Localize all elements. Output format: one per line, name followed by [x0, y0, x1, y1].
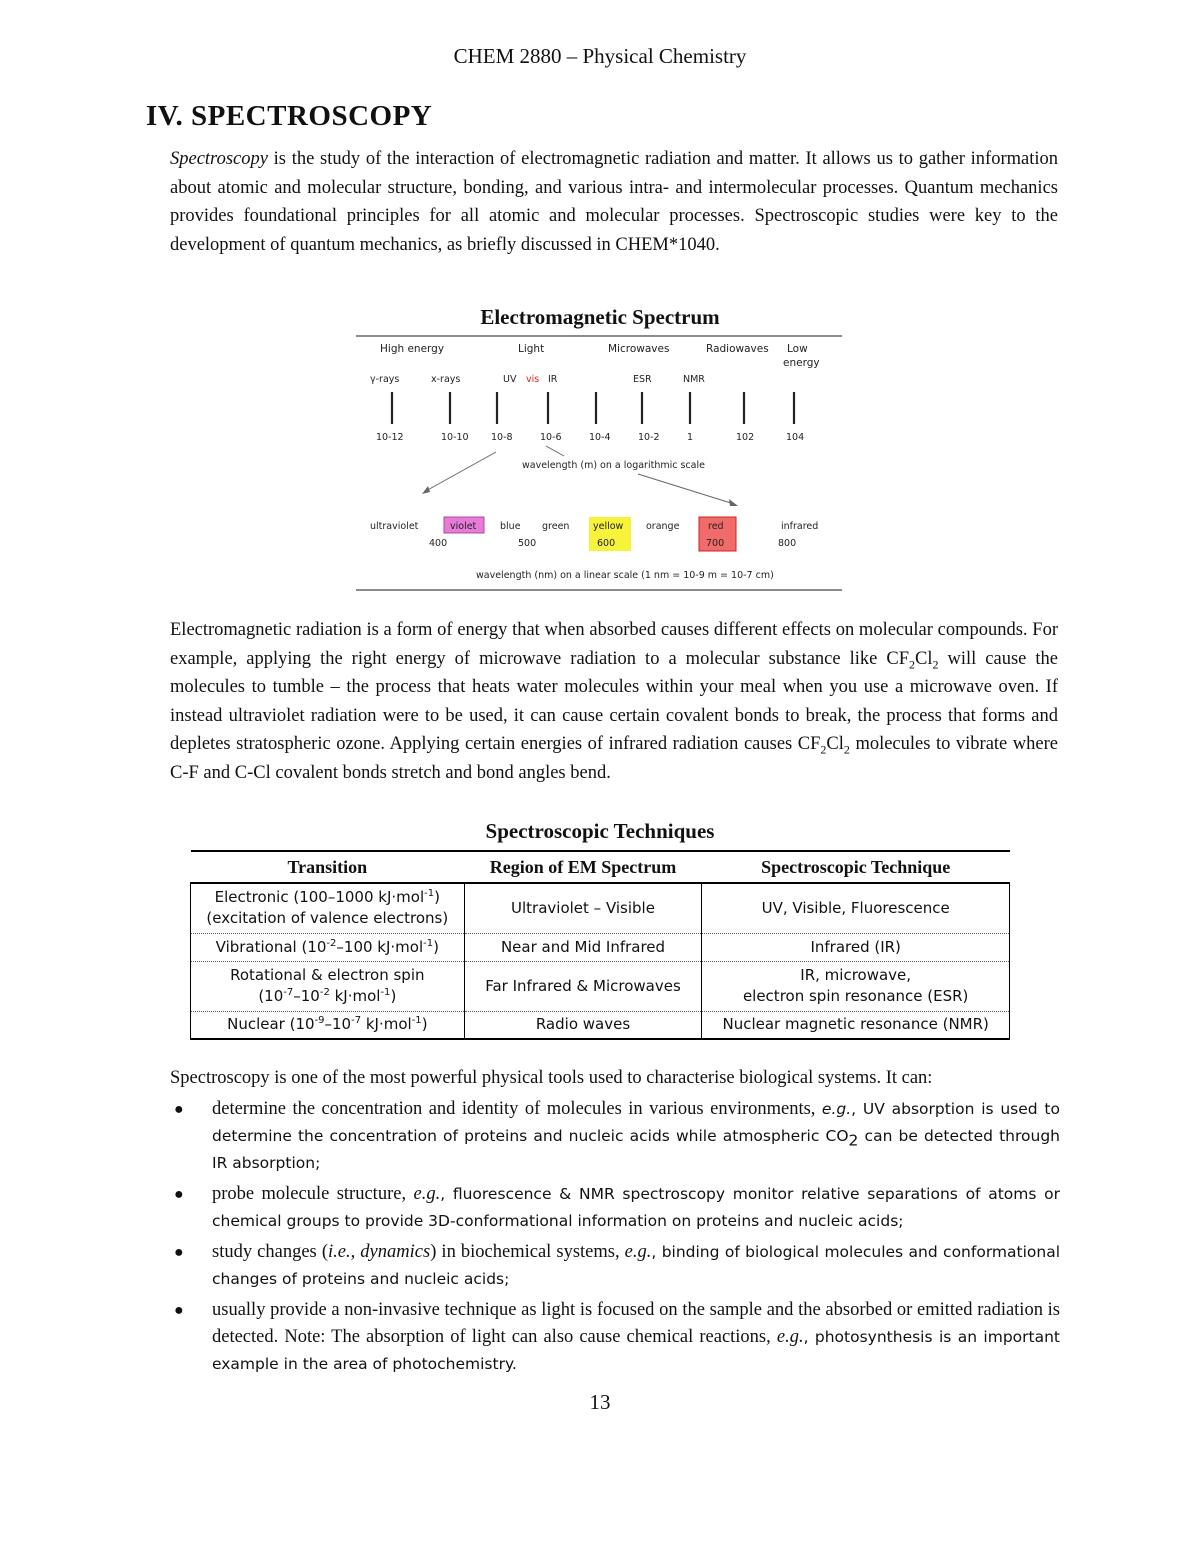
- table-header-row: [191, 851, 1010, 883]
- band-esr: ESR: [633, 374, 652, 385]
- zoom-line-left: [424, 452, 496, 492]
- color-yellow: yellow: [593, 521, 624, 532]
- table-title: Spectroscopic Techniques: [485, 819, 715, 843]
- list-item: ● usually provide a non-invasive technique as light is focused on the sample and the absorbed or emitted radiation is detected. Note: The absorption of light can also cause chemical reactions, e.g., photosynthesis is an important example in the area of photochemistry.: [170, 1297, 1060, 1378]
- spectrum-title: Electromagnetic Spectrum: [480, 305, 720, 329]
- color-blue: blue: [500, 521, 521, 532]
- color-violet: violet: [450, 521, 477, 532]
- intro-text: is the study of the interaction of electromagnetic radiation and matter. It allows us to gather information about atomic and molecular structure, bonding, and various intra- and intermolecular processes. Quantum mechanics provides foundational principles for all atomic and molecular processes. Spectroscopic studies were key to the development of quantum mechanics, as briefly discussed in CHEM*1040.: [170, 149, 1058, 255]
- region-radiowaves: Radiowaves: [706, 343, 769, 355]
- color-green: green: [542, 521, 570, 532]
- header-region: Region of EM Spectrum: [464, 851, 702, 883]
- tick-label-1: 1: [687, 432, 694, 443]
- term-spectroscopy: Spectroscopy: [170, 149, 268, 169]
- table-row: [191, 961, 1010, 1011]
- nm-500: 500: [518, 538, 537, 549]
- table-row: [191, 933, 1010, 961]
- zoom-line-right: [638, 474, 734, 504]
- header-technique: Spectroscopic Technique: [702, 851, 1010, 883]
- tick-label-1e-2: 10-2: [638, 432, 660, 443]
- bullet-icon: ●: [174, 1101, 184, 1118]
- list-item: ● study changes (i.e., dynamics) in biochemical systems, e.g., binding of biological molecules and conformational changes of proteins and nucleic acids;: [170, 1239, 1060, 1293]
- uses-section: [170, 1064, 1060, 1378]
- cell-transition: Electronic (100–1000 kJ·mol$^{-1}$) (excitation of valence electrons): [191, 883, 465, 933]
- tick-label-1e4: 104: [786, 432, 805, 443]
- band-vis: vis: [526, 374, 540, 385]
- color-infrared: infrared: [781, 521, 819, 532]
- bullet-icon: ●: [174, 1186, 184, 1203]
- cell-transition: Rotational & electron spin ($10^{-7}-10^{-2}$ kJ·mol$^{-1}$): [191, 961, 465, 1011]
- em-spectrum-diagram: [356, 334, 842, 594]
- spectroscopic-techniques-table: [190, 850, 1010, 1040]
- band-gamma: γ-rays: [370, 374, 400, 385]
- log-scale-caption: wavelength (m) on a logarithmic scale: [522, 460, 705, 471]
- table-row: [191, 883, 1010, 933]
- nm-400: 400: [429, 538, 448, 549]
- tick-label-1e-6: 10-6: [540, 432, 562, 443]
- linear-scale-caption: wavelength (nm) on a linear scale (1 nm = 10-9 m = 10-7 cm): [476, 570, 774, 581]
- region-high-energy: High energy: [380, 343, 445, 355]
- running-header: CHEM 2880 – Physical Chemistry: [453, 44, 747, 68]
- header-transition: Transition: [191, 851, 465, 883]
- tick-marks: [392, 392, 794, 424]
- nm-700: 700: [706, 538, 725, 549]
- cell-technique: Infrared (IR): [702, 933, 1010, 961]
- color-red: red: [708, 521, 724, 532]
- tick-label-1e2: 102: [736, 432, 755, 443]
- table-row: [191, 1011, 1010, 1039]
- cell-region: Ultraviolet – Visible: [464, 883, 702, 933]
- zoom-arrow-left: [422, 486, 430, 494]
- cell-region: Far Infrared & Microwaves: [464, 961, 702, 1011]
- cell-technique: Nuclear magnetic resonance (NMR): [702, 1011, 1010, 1039]
- band-uv: UV: [503, 374, 517, 385]
- band-ir: IR: [548, 374, 558, 385]
- region-microwaves: Microwaves: [608, 343, 670, 355]
- tick-label-1e-10: 10-10: [441, 432, 469, 443]
- uses-intro: Spectroscopy is one of the most powerful physical tools used to characterise biological systems. It can:: [170, 1068, 933, 1088]
- region-low: Low: [787, 343, 808, 355]
- cell-technique: UV, Visible, Fluorescence: [702, 883, 1010, 933]
- cell-region: Near and Mid Infrared: [464, 933, 702, 961]
- list-item: ● probe molecule structure, e.g., fluorescence & NMR spectroscopy monitor relative separations of atoms or chemical groups to provide 3D-conformational information on proteins and nucleic acids;: [170, 1181, 1060, 1235]
- nm-800: 800: [778, 538, 797, 549]
- band-xray: x-rays: [431, 374, 461, 385]
- connector-small: [546, 446, 564, 456]
- bullet-icon: ●: [174, 1302, 184, 1319]
- page-number: 13: [589, 1390, 611, 1414]
- list-item: ● determine the concentration and identity of molecules in various environments, e.g., UV absorption is used to determine the concentration of proteins and nucleic acids while atmospheric $CO_2$ can be detected through IR absorption;: [170, 1096, 1060, 1177]
- tick-label-1e-4: 10-4: [589, 432, 611, 443]
- cell-technique: IR, microwave, electron spin resonance (ESR): [702, 961, 1010, 1011]
- cell-transition: Nuclear ($10^{-9}-10^{-7}$ kJ·mol$^{-1}$): [191, 1011, 465, 1039]
- tick-label-1e-12: 10-12: [376, 432, 404, 443]
- color-ultraviolet: ultraviolet: [370, 521, 419, 532]
- cell-transition: Vibrational ($10^{-2}-100$ kJ·mol$^{-1}$): [191, 933, 465, 961]
- tick-label-1e-8: 10-8: [491, 432, 513, 443]
- nm-600: 600: [597, 538, 616, 549]
- radiation-effects-paragraph: Electromagnetic radiation is a form of energy that when absorbed causes different effects on molecular compounds. For example, applying the right energy of microwave radiation to a molecular substance like $CF_2Cl_2$ will cause the molecules to tumble – the process that heats water molecules within your meal when you use a microwave oven. If instead ultraviolet radiation were to be used, it can cause certain covalent bonds to break, the process that forms and depletes stratospheric ozone. Applying certain energies of infrared radiation causes $CF_2Cl_2$ molecules to vibrate where C-F and C-Cl covalent bonds stretch and bond angles bend.: [170, 620, 1059, 783]
- cell-region: Radio waves: [464, 1011, 702, 1039]
- zoom-arrow-right: [729, 499, 738, 506]
- region-low-energy: energy: [783, 357, 820, 369]
- band-nmr: NMR: [683, 374, 705, 385]
- bullet-icon: ●: [174, 1244, 184, 1261]
- region-light: Light: [518, 343, 545, 355]
- color-orange: orange: [646, 521, 680, 532]
- intro-paragraph: [170, 145, 1058, 259]
- section-title: IV. SPECTROSCOPY: [146, 100, 433, 132]
